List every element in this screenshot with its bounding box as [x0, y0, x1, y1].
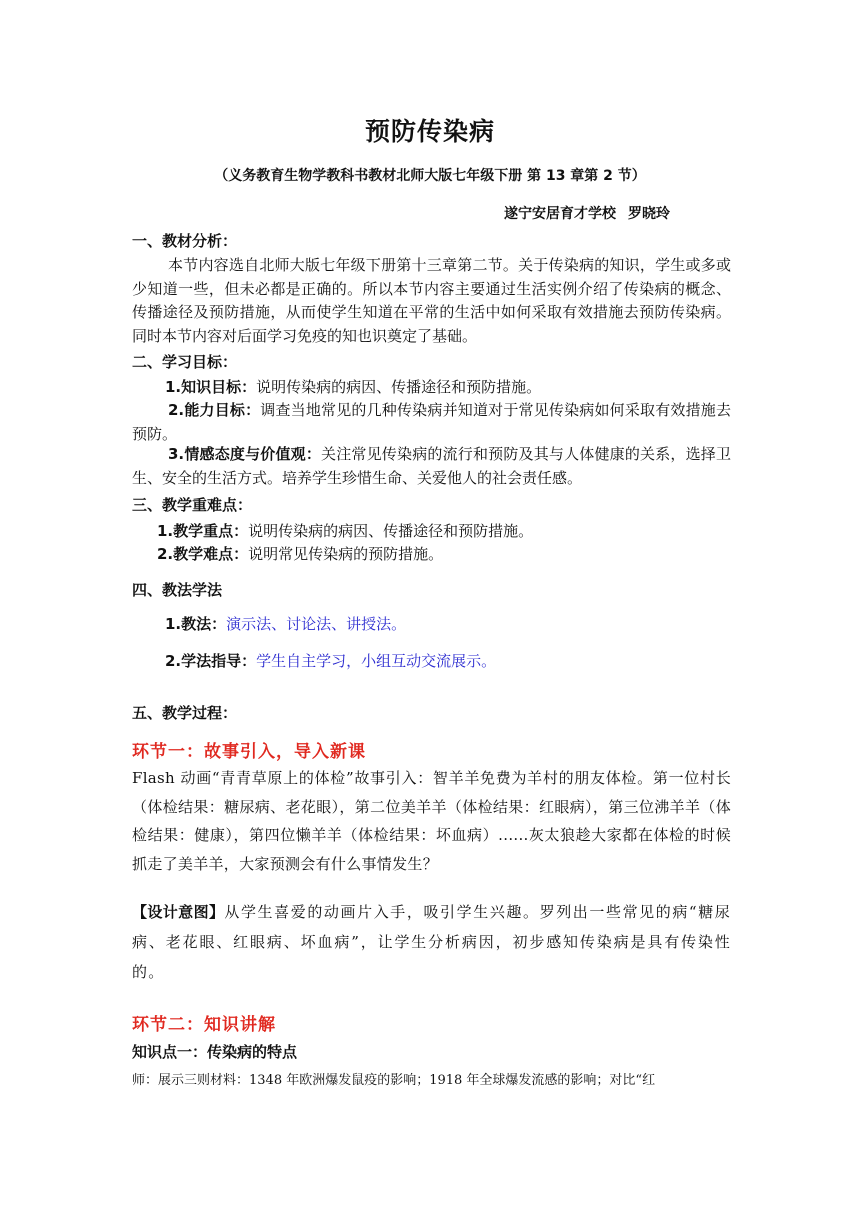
design-intent-label: 【设计意图】 [132, 903, 225, 921]
teaching-method-text: 演示法、讨论法、讲授法。 [226, 615, 407, 633]
author-school: 遂宁安居育才学校 [504, 206, 616, 222]
section-heading-key-points: 三、教学重难点： [132, 496, 253, 514]
key-point-difficulty-text: 说明常见传染病的预防措施。 [248, 545, 444, 563]
learning-method-label: 2.学法指导： [165, 652, 257, 670]
learning-method [165, 650, 496, 674]
section-heading-analysis: 一、教材分析： [132, 232, 238, 250]
learning-method-text: 学生自主学习，小组互动交流展示。 [256, 652, 497, 670]
objective-emotion-label: 3.情感态度与价值观： [168, 445, 322, 463]
key-point-focus-text: 说明传染病的病因、传播途径和预防措施。 [248, 522, 534, 540]
teaching-method [165, 613, 406, 637]
story-paragraph: Flash 动画“青青草原上的体检”故事引入：智羊羊免费为羊村的朋友体检。第一位村长（体检结果：糖尿病、老花眼），第二位美羊羊（体检结果：红眼病），第三位沸羊羊（体检结果：健康），第四位懒羊羊（体检结果：坏血病）......灰太狼趁大家都在体检的时候抓走了美羊羊，大家预测会有什么事情发生？ [132, 769, 731, 873]
teaching-method-label: 1.教法： [165, 615, 227, 633]
objective-knowledge-label: 1.知识目标： [165, 378, 257, 396]
section-heading-methods: 四、教法学法 [132, 581, 223, 599]
link-one-heading: 环节一：故事引入，导入新课 [132, 742, 366, 762]
objective-ability-label: 2.能力目标： [168, 401, 261, 419]
objective-knowledge-text: 说明传染病的病因、传播途径和预防措施。 [256, 378, 542, 396]
objective-emotion-text: 关注常见传染病的流行和预防及其与人体健康的关系，选择卫生、安全的生活方式。培养学生珍惜生命、关爱他人的社会责任感。 [132, 445, 731, 487]
section-heading-objectives: 二、学习目标： [132, 353, 238, 371]
key-point-focus [157, 520, 533, 544]
key-point-difficulty [157, 543, 443, 567]
objective-ability-text: 调查当地常见的几种传染病并知道对于常见传染病如何采取有效措施去预防。 [132, 401, 731, 443]
key-point-difficulty-label: 2.教学难点： [157, 545, 249, 563]
link-two-heading: 环节二：知识讲解 [132, 1015, 276, 1035]
analysis-paragraph: 本节内容选自北师大版七年级下册第十三章第二节。关于传染病的知识，学生或多或少知道一些，但未必都是正确的。所以本节内容主要通过生活实例介绍了传染病的概念、传播途径及预防措施，从而使学生知道在平常的生活中如何采取有效措施去预防传染病。同时本节内容对后面学习免疫的知也识奠定了基础。 [132, 256, 731, 345]
document-title: 预防传染病 [364, 117, 495, 146]
section-heading-process: 五、教学过程： [132, 704, 238, 722]
knowledge-point-one-heading: 知识点一：传染病的特点 [132, 1043, 298, 1061]
design-intent [132, 897, 731, 987]
author-line [504, 203, 670, 223]
document-subtitle: （义务教育生物学教科书教材北师大版七年级下册 第 13 章第 2 节） [214, 168, 646, 184]
design-intent-text: 从学生喜爱的动画片入手，吸引学生兴趣。罗列出一些常见的病“糖尿病、老花眼、红眼病、坏血病”，让学生分析病因，初步感知传染病是具有传染性的。 [132, 903, 731, 981]
objective-emotion [132, 443, 731, 490]
author-name: 罗晓玲 [628, 206, 670, 222]
teacher-material-line: 师：展示三则材料：1348 年欧洲爆发鼠疫的影响；1918 年全球爆发流感的影响；对比“红 [132, 1073, 656, 1088]
objective-knowledge [165, 376, 541, 400]
key-point-focus-label: 1.教学重点： [157, 522, 249, 540]
objective-ability [132, 399, 731, 446]
